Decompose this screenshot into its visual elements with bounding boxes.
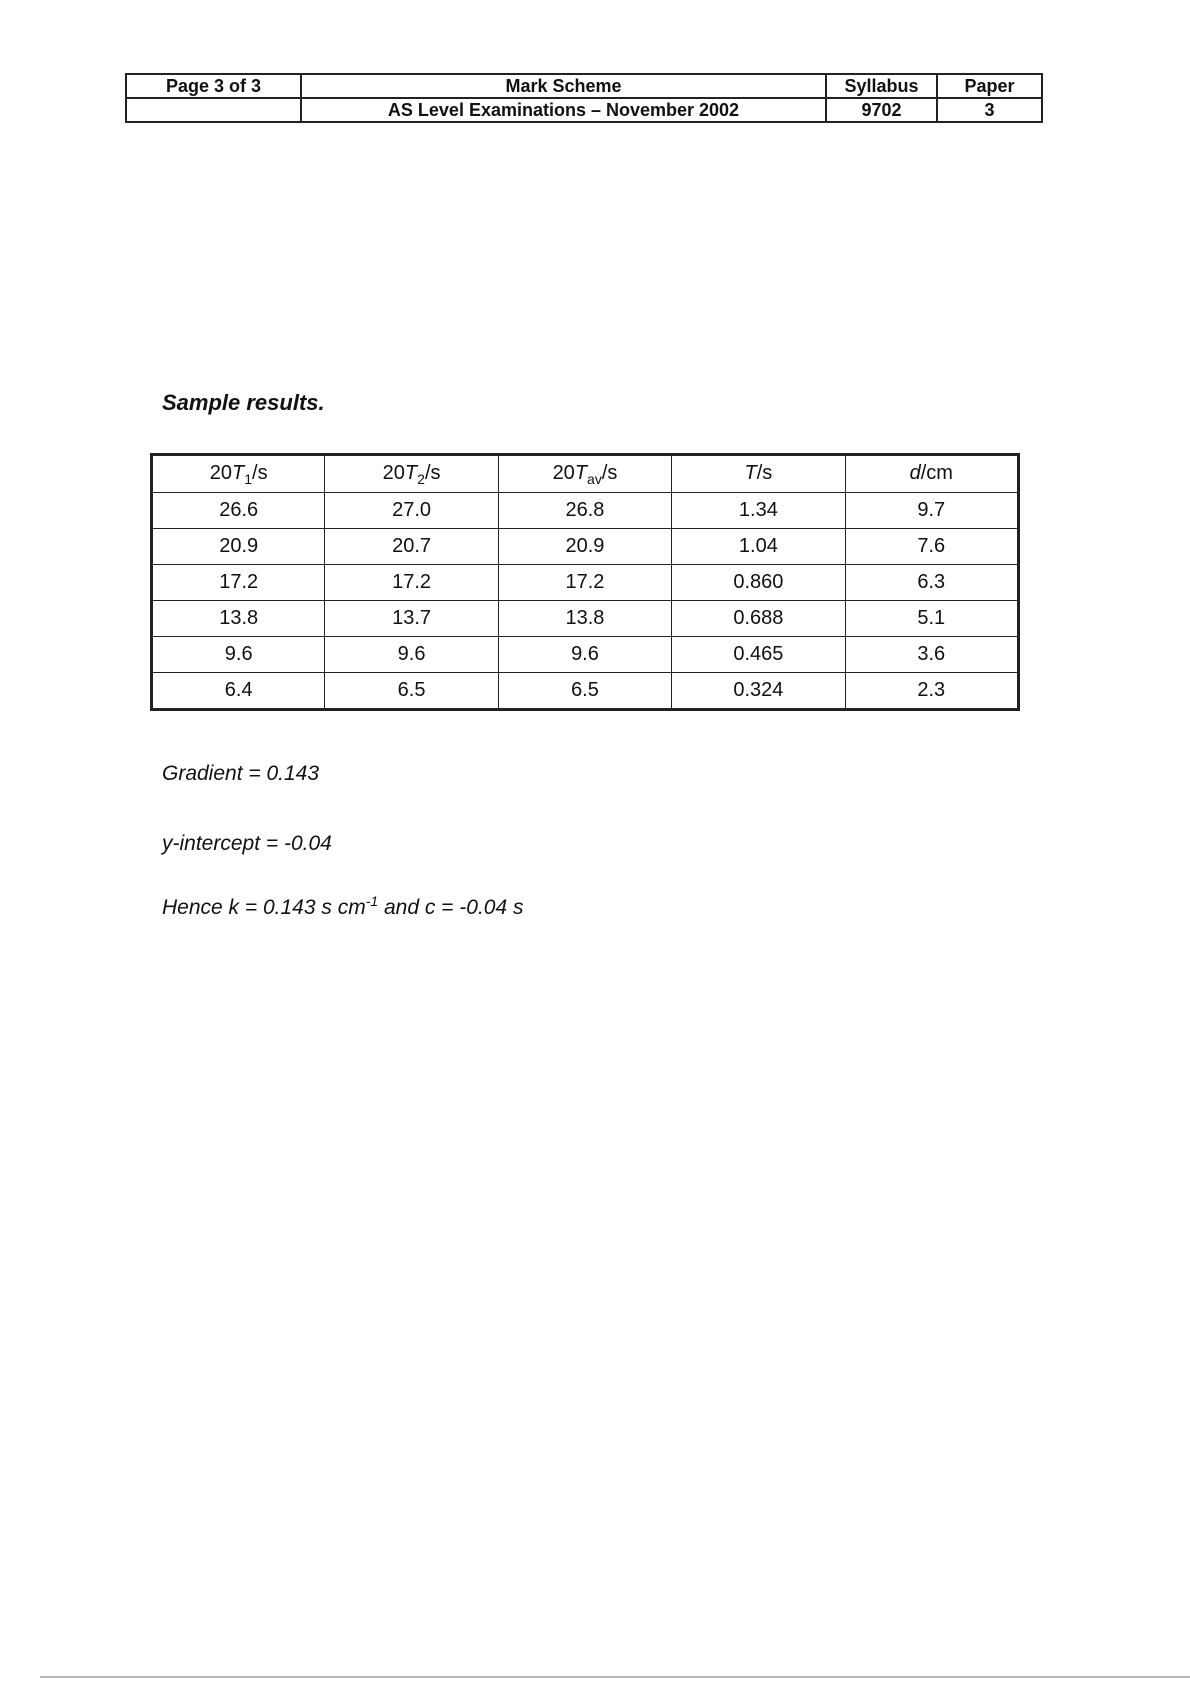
table-cell: 6.3 (845, 565, 1018, 601)
conclusion-line: Hence k = 0.143 s $cm^{-1}$ and c = -0.04 s (162, 893, 524, 919)
table-cell: 20.9 (152, 529, 325, 565)
scan-edge-divider (40, 1676, 1190, 1678)
paper-value: 3 (937, 98, 1042, 122)
table-cell: 0.465 (672, 637, 845, 673)
table-cell: 17.2 (498, 565, 671, 601)
table-cell: 5.1 (845, 601, 1018, 637)
results-table (150, 453, 1020, 711)
table-cell: 2.3 (845, 673, 1018, 710)
paper-label: Paper (937, 74, 1042, 98)
table-cell: 1.34 (672, 493, 845, 529)
table-cell: 17.2 (325, 565, 498, 601)
column-header: $20T_2/s$ (325, 455, 498, 493)
document-subtitle: AS Level Examinations – November 2002 (301, 98, 826, 122)
table-cell: 17.2 (152, 565, 325, 601)
table-cell: 9.6 (325, 637, 498, 673)
page-number: Page 3 of 3 (126, 74, 301, 98)
column-header: $20T_1/s$ (152, 455, 325, 493)
table-row (152, 673, 1019, 710)
table-cell: 0.860 (672, 565, 845, 601)
gradient-result: Gradient = 0.143 (162, 762, 320, 785)
column-header: T/s (672, 455, 845, 493)
syllabus-value: 9702 (826, 98, 937, 122)
table-cell: 9.6 (498, 637, 671, 673)
table-cell: 6.4 (152, 673, 325, 710)
table-cell: 20.7 (325, 529, 498, 565)
table-cell: 9.6 (152, 637, 325, 673)
table-cell: 13.7 (325, 601, 498, 637)
column-header: d/cm (845, 455, 1018, 493)
header-table (125, 73, 1043, 123)
table-cell: 20.9 (498, 529, 671, 565)
table-cell: 27.0 (325, 493, 498, 529)
table-cell: 1.04 (672, 529, 845, 565)
table-cell: 13.8 (152, 601, 325, 637)
table-cell: 0.324 (672, 673, 845, 710)
table-cell: 26.8 (498, 493, 671, 529)
table-row (152, 601, 1019, 637)
table-cell: 26.6 (152, 493, 325, 529)
table-cell: 6.5 (325, 673, 498, 710)
table-row (152, 493, 1019, 529)
table-row (152, 637, 1019, 673)
table-cell: 0.688 (672, 601, 845, 637)
intercept-result: y-intercept = -0.04 (162, 832, 332, 855)
table-cell: 6.5 (498, 673, 671, 710)
table-cell: 9.7 (845, 493, 1018, 529)
table-cell: 7.6 (845, 529, 1018, 565)
column-header: $20T_{av}/s$ (498, 455, 671, 493)
table-cell: 3.6 (845, 637, 1018, 673)
document-title: Mark Scheme (301, 74, 826, 98)
header-empty-cell (126, 98, 301, 122)
section-heading: Sample results. (162, 390, 325, 415)
table-row (152, 529, 1019, 565)
table-row (152, 565, 1019, 601)
syllabus-label: Syllabus (826, 74, 937, 98)
table-cell: 13.8 (498, 601, 671, 637)
